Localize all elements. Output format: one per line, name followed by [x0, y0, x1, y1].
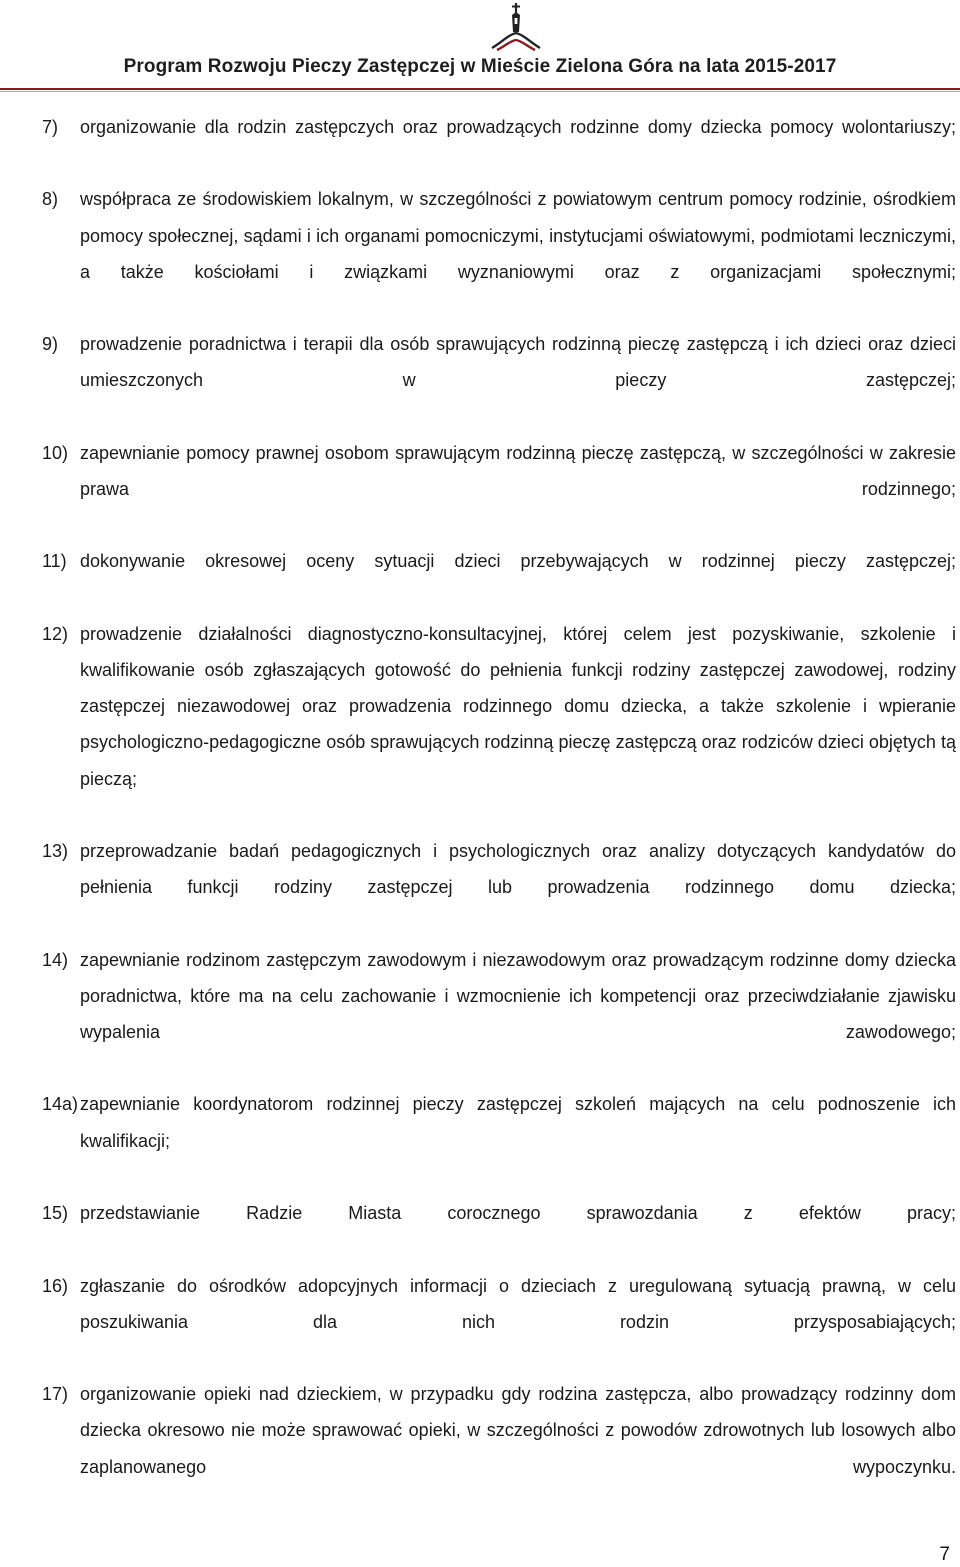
- document-title: Program Rozwoju Pieczy Zastępczej w Mieście Zielona Góra na lata 2015-2017: [123, 56, 837, 77]
- item-text: przedstawianie Radzie Miasta corocznego sprawozdania z efektów pracy;: [80, 1203, 956, 1224]
- item-number: 17): [42, 1384, 69, 1405]
- header-divider-thin: [0, 91, 960, 92]
- list-item: [42, 1376, 956, 1521]
- item-text: zapewnianie pomocy prawnej osobom sprawującym rodzinną pieczę zastępczą, w szczególności w zakresie prawa rodzinnego;: [80, 442, 956, 500]
- list-item: [42, 1268, 956, 1377]
- item-text: przeprowadzanie badań pedagogicznych i psychologicznych oraz analizy dotyczących kandydatów do pełnienia funkcji rodziny zastępczej lub prowadzenia rodzinnego domu dziecka;: [80, 841, 956, 898]
- list-item: [42, 1195, 956, 1267]
- task-list: [42, 109, 956, 1521]
- list-item: [42, 543, 956, 615]
- item-number: 14a): [42, 1094, 79, 1115]
- item-text: zgłaszanie do ośrodków adopcyjnych informacji o dzieciach z uregulowaną sytuacją prawną, w celu poszukiwania dla nich rodzin przysposabiających;: [80, 1275, 956, 1332]
- list-item: [42, 616, 956, 833]
- item-number: 14): [42, 949, 69, 970]
- list-item: [42, 435, 956, 544]
- item-text: współpraca ze środowiskiem lokalnym, w szczególności z powiatowym centrum pomocy rodzinie, ośrodkiem pomocy społecznej, sądami i ich organami pomocniczymi, instytucjami oświatowymi, podmiotami leczniczymi, a także kościołami i związkami wyznaniowymi oraz z organizacjami społecznymi;: [80, 189, 956, 282]
- item-text: dokonywanie okresowej oceny sytuacji dzieci przebywających w rodzinnej pieczy zastępczej;: [80, 551, 956, 572]
- city-crest-logo-icon: [488, 2, 544, 54]
- item-number: 7): [42, 117, 59, 137]
- item-number: 12): [42, 623, 69, 644]
- item-number: 13): [42, 841, 69, 862]
- list-item: [42, 942, 956, 1087]
- item-text: prowadzenie poradnictwa i terapii dla osób sprawujących rodzinną pieczę zastępczą i ich dzieci oraz dzieci umieszczonych w pieczy zastępczej;: [80, 334, 956, 391]
- list-item: [42, 326, 956, 435]
- item-text: organizowanie dla rodzin zastępczych oraz prowadzących rodzinne domy dziecka pomocy wolontariuszy;: [80, 117, 956, 137]
- page-number: 7: [939, 1544, 950, 1565]
- item-number: 9): [42, 334, 59, 355]
- list-item: [42, 1086, 956, 1195]
- item-text: zapewnianie koordynatorom rodzinnej pieczy zastępczej szkoleń mających na celu podnoszenie ich kwalifikacji;: [80, 1094, 956, 1151]
- page-header: [0, 0, 960, 94]
- header-divider: [0, 88, 960, 90]
- item-number: 8): [42, 189, 59, 210]
- list-item: [42, 109, 956, 181]
- list-item: [42, 181, 956, 326]
- item-number: 16): [42, 1275, 69, 1296]
- item-text: prowadzenie działalności diagnostyczno-konsultacyjnej, której celem jest pozyskiwanie, szkolenie i kwalifikowanie osób zgłaszających gotowość do pełnienia funkcji rodziny zastępczej zawodowej, rodziny zastępczej niezawodowej oraz prowadzenia rodzinnego domu dziecka, a także szkolenie i wpieranie psychologiczno-pedagogiczne osób sprawujących rodzinną pieczę zastępczą oraz rodziców dzieci objętych tą pieczą;: [80, 623, 956, 789]
- list-item: [42, 833, 956, 942]
- item-text: organizowanie opieki nad dzieckiem, w przypadku gdy rodzina zastępcza, albo prowadzący rodzinny dom dziecka okresowo nie może sprawować opieki, w szczególności z powodów zdrowotnych lub losowych albo zaplanowanego wypoczynku.: [80, 1384, 956, 1477]
- item-number: 15): [42, 1203, 69, 1224]
- item-text: zapewnianie rodzinom zastępczym zawodowym i niezawodowym oraz prowadzącym rodzinne domy dziecka poradnictwa, które ma na celu zachowanie i wzmocnienie ich kompetencji oraz przeciwdziałanie zjawisku wypalenia zawodowego;: [80, 949, 956, 1043]
- item-number: 11): [42, 551, 67, 572]
- item-number: 10): [42, 442, 69, 463]
